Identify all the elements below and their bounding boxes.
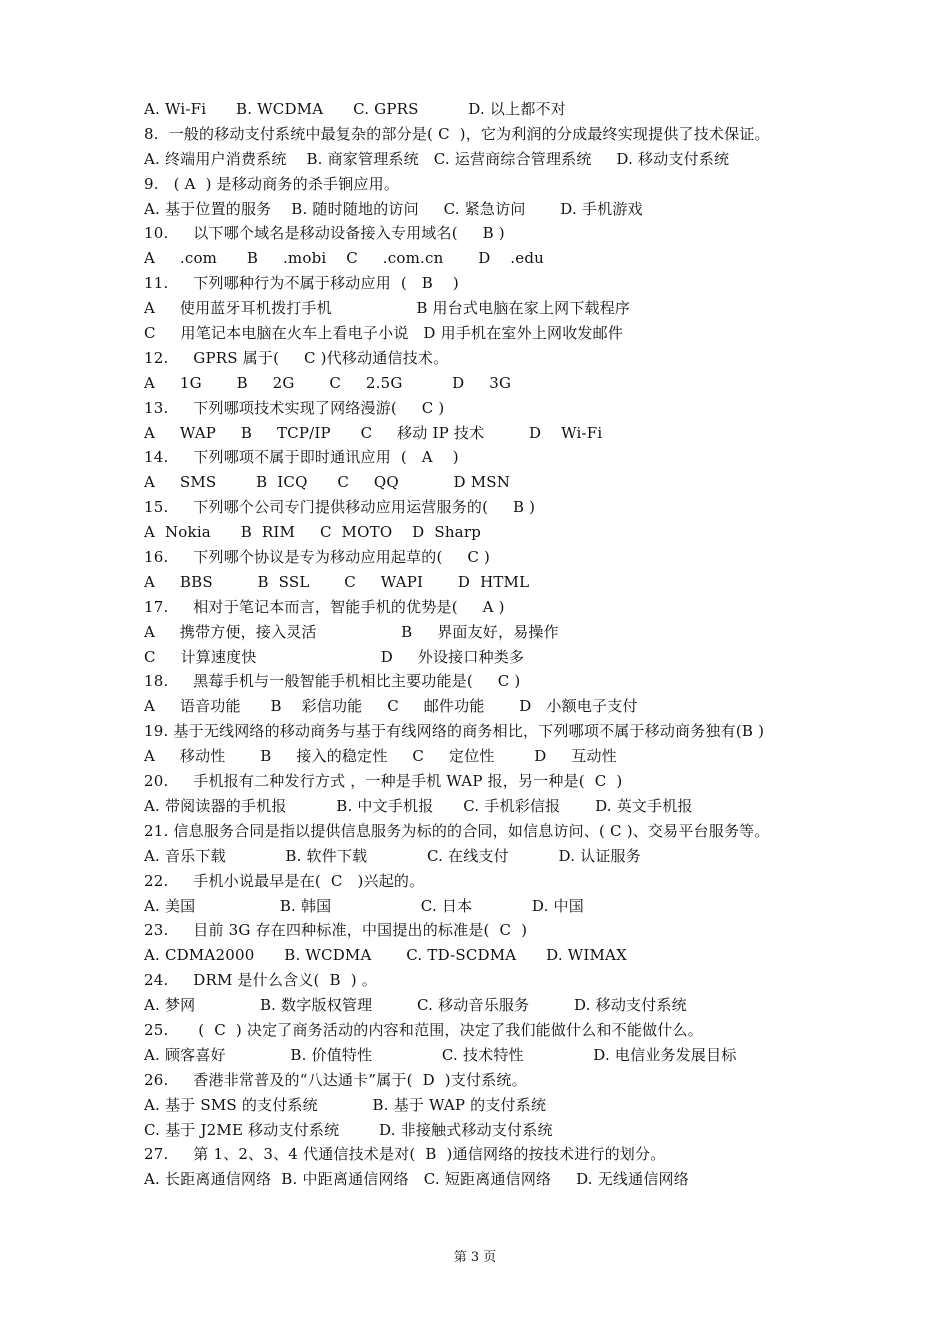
question-27: 27. 第 1、2、3、4 代通信技术是对( B )通信网络的按技术进行的划分。 <box>144 1145 666 1164</box>
question-16: 16. 下列哪个协议是专为移动应用起草的( C ) <box>144 548 491 567</box>
question-10: 10. 以下哪个域名是移动设备接入专用域名( B ) <box>144 224 505 243</box>
options-26-cd: C. 基于 J2ME 移动支付系统 D. 非接触式移动支付系统 <box>144 1120 553 1139</box>
question-21: 21. 信息服务合同是指以提供信息服务为标的的合同，如信息访问、( C )、交易平台服务等。 <box>144 821 770 840</box>
options-18: A 语音功能 B 彩信功能 C 邮件功能 D 小额电子支付 <box>144 697 638 716</box>
text-line: A. Wi-Fi B. WCDMA C. GPRS D. 以上都不对 <box>144 100 566 118</box>
options-25: A. 顾客喜好 B. 价值特性 C. 技术特性 D. 电信业务发展目标 <box>144 1045 737 1064</box>
question-20: 20. 手机报有二种发行方式 ，一种是手机 WAP 报，另一种是( C ) <box>144 772 623 791</box>
question-24: 24. DRM 是什么含义( B ) 。 <box>144 971 377 990</box>
options-13: A WAP B TCP/IP C 移动 IP 技术 D Wi-Fi <box>144 423 603 442</box>
options-20: A. 带阅读器的手机报 B. 中文手机报 C. 手机彩信报 D. 英文手机报 <box>144 796 693 815</box>
options-17-ab: A 携带方便，接入灵活 B 界面友好，易操作 <box>144 622 559 641</box>
options-17-cd: C 计算速度快 D 外设接口种类多 <box>144 647 525 666</box>
options-23: A. CDMA2000 B. WCDMA C. TD-SCDMA D. WIMAX <box>144 946 627 965</box>
question-25: 25. ( C ) 决定了商务活动的内容和范围，决定了我们能做什么和不能做什么。 <box>144 1020 703 1039</box>
question-9: 9. ( A ) 是移动商务的杀手锏应用。 <box>144 174 400 193</box>
question-17: 17. 相对于笔记本而言，智能手机的优势是( A ) <box>144 597 505 616</box>
options-21: A. 音乐下载 B. 软件下载 C. 在线支付 D. 认证服务 <box>144 846 641 865</box>
question-22: 22. 手机小说最早是在( C )兴起的。 <box>144 871 425 890</box>
options-24: A. 梦网 B. 数字版权管理 C. 移动音乐服务 D. 移动支付系统 <box>144 996 687 1015</box>
options-22: A. 美国 B. 韩国 C. 日本 D. 中国 <box>144 896 584 915</box>
options-16: A BBS B SSL C WAPI D HTML <box>144 572 530 591</box>
options-27: A. 长距离通信网络 B. 中距离通信网络 C. 短距离通信网络 D. 无线通信网络 <box>144 1170 689 1189</box>
question-8: 8. 一般的移动支付系统中最复杂的部分是( C )，它为利润的分成最终实现提供了技术保证。 <box>144 124 770 143</box>
question-23: 23. 目前 3G 存在四种标准，中国提出的标准是( C ) <box>144 921 528 940</box>
options-12: A 1G B 2G C 2.5G D 3G <box>144 373 512 392</box>
question-19: 19. 基于无线网络的移动商务与基于有线网络的商务相比，下列哪项不属于移动商务独有(B ) <box>144 722 765 741</box>
options-11-cd: C 用笔记本电脑在火车上看电子小说 D 用手机在室外上网收发邮件 <box>144 324 624 343</box>
question-18: 18. 黑莓手机与一般智能手机相比主要功能是( C ) <box>144 672 521 691</box>
question-26: 26. 香港非常普及的“八达通卡”属于( D )支付系统。 <box>144 1070 527 1089</box>
question-11: 11. 下列哪种行为不属于移动应用 ( B ) <box>144 274 459 293</box>
options-26-ab: A. 基于 SMS 的支付系统 B. 基于 WAP 的支付系统 <box>144 1095 547 1114</box>
options-9: A. 基于位置的服务 B. 随时随地的访问 C. 紧急访问 D. 手机游戏 <box>144 199 643 218</box>
question-list <box>144 97 844 1192</box>
question-15: 15. 下列哪个公司专门提供移动应用运营服务的( B ) <box>144 498 536 517</box>
options-10: A .com B .mobi C .com.cn D .edu <box>144 249 545 268</box>
options-14: A SMS B ICQ C QQ D MSN <box>144 473 511 492</box>
options-8: A. 终端用户消费系统 B. 商家管理系统 C. 运营商综合管理系统 D. 移动支付系统 <box>144 149 730 168</box>
page-number: 第 3 页 <box>453 1250 497 1265</box>
question-12: 12. GPRS 属于( C )代移动通信技术。 <box>144 348 449 367</box>
question-14: 14. 下列哪项不属于即时通讯应用 ( A ) <box>144 448 459 467</box>
options-19: A 移动性 B 接入的稳定性 C 定位性 D 互动性 <box>144 747 617 766</box>
options-11-ab: A 使用蓝牙耳机拨打手机 B 用台式电脑在家上网下载程序 <box>144 299 631 318</box>
question-13: 13. 下列哪项技术实现了网络漫游( C ) <box>144 398 445 417</box>
options-15: A Nokia B RIM C MOTO D Sharp <box>144 523 481 542</box>
